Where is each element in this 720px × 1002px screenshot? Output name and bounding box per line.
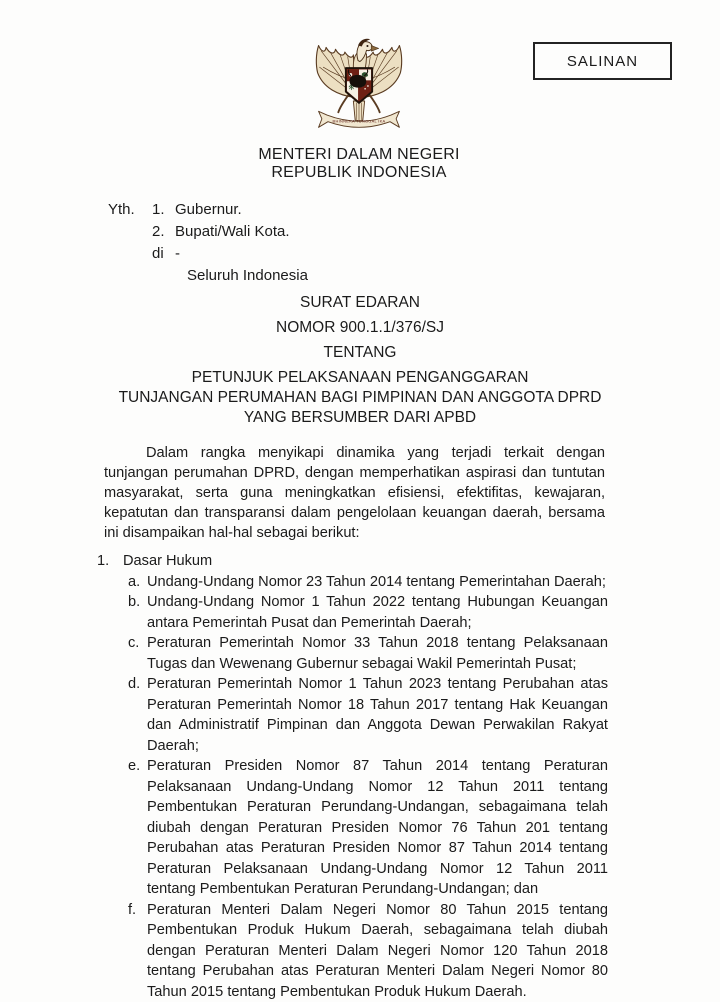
item-letter: d. <box>128 674 147 756</box>
item-text: Undang-Undang Nomor 1 Tahun 2022 tentang Hubungan Keuangan antara Pemerintah Pusat dan Pemerintah Daerah; <box>147 592 608 633</box>
doc-number: NOMOR 900.1.1/376/SJ <box>104 315 616 340</box>
item-letter: a. <box>128 572 147 593</box>
item-letter: b. <box>128 592 147 633</box>
recipients-salutation: Yth. <box>108 199 152 287</box>
item-text: Peraturan Presiden Nomor 87 Tahun 2014 tentang Peraturan Pelaksanaan Undang-Undang Nomor 12 Tahun 2011 tentang Pembentukan Peraturan Perundang-Undangan, sebagaimana telah diubah dengan Peraturan Presiden Nomor 76 Tahun 201 tentang Perubahan atas Peraturan Presiden Nomor 87 Tahun 2014 tentang Peraturan Pelaksanaan Undang-Undang Nomor 12 Tahun 2011 tentang Pembentukan Peraturan Perundang-Undangan; dan <box>147 756 608 900</box>
item-text: Peraturan Pemerintah Nomor 1 Tahun 2023 tentang Perubahan atas Peraturan Pemerintah Nomor 18 Tahun 2017 tentang Hak Keuangan dan Administratif Pimpinan dan Anggota Dewan Perwakilan Rakyat Daerah; <box>147 674 608 756</box>
recipients-block <box>108 199 308 287</box>
salinan-stamp <box>533 42 672 80</box>
recipient-item <box>152 199 308 221</box>
doc-regarding: TENTANG <box>104 340 616 365</box>
recipient-name: Bupati/Wali Kota. <box>175 221 290 243</box>
letterhead <box>104 146 614 181</box>
section-heading: Dasar Hukum <box>123 551 608 572</box>
item-letter: e. <box>128 756 147 900</box>
legal-basis-item <box>123 633 608 674</box>
recipient-number: 1. <box>152 199 175 221</box>
legal-basis-section <box>97 551 608 1002</box>
opening-paragraph: Dalam rangka menyikapi dinamika yang terjadi terkait dengan tunjangan perumahan DPRD, dengan memperhatikan aspirasi dan tuntutan masyarakat, serta guna meningkatkan efisiensi, efektifitas, kewajaran, kepatutan dan transparansi dalam pengelolaan keuangan daerah, bersama ini disampaikan hal-hal sebagai berikut: <box>104 443 605 543</box>
garuda-pancasila-icon <box>312 36 406 135</box>
recipient-at-label: di <box>152 243 175 265</box>
doc-type-title: SURAT EDARAN <box>104 290 616 315</box>
recipient-at-row <box>152 243 308 265</box>
doc-subject-line: YANG BERSUMBER DARI APBD <box>104 408 616 428</box>
legal-basis-item <box>123 756 608 900</box>
letterhead-ministry: MENTERI DALAM NEGERI <box>104 146 614 164</box>
item-text: Peraturan Menteri Dalam Negeri Nomor 80 Tahun 2015 tentang Pembentukan Produk Hukum Daerah, sebagaimana telah diubah dengan Peraturan Menteri Dalam Negeri Nomor 120 Tahun 2018 tentang Perubahan atas Peraturan Menteri Dalam Negeri Nomor 80 Tahun 2015 tentang Pembentukan Produk Hukum Daerah. <box>147 900 608 1002</box>
item-letter: f. <box>128 900 147 1002</box>
recipient-location: Seluruh Indonesia <box>152 265 308 287</box>
legal-basis-item <box>123 674 608 756</box>
item-text: Peraturan Pemerintah Nomor 33 Tahun 2018 tentang Pelaksanaan Tugas dan Wewenang Gubernur sebagai Wakil Pemerintah Pusat; <box>147 633 608 674</box>
legal-basis-item <box>123 900 608 1002</box>
salinan-stamp-label: SALINAN <box>567 53 638 70</box>
legal-basis-item <box>123 592 608 633</box>
section-number: 1. <box>97 551 123 1002</box>
recipient-name: Gubernur. <box>175 199 242 221</box>
title-block <box>104 290 616 428</box>
doc-subject-line: PETUNJUK PELAKSANAAN PENGANGGARAN <box>104 368 616 388</box>
item-letter: c. <box>128 633 147 674</box>
doc-subject-line: TUNJANGAN PERUMAHAN BAGI PIMPINAN DAN ANGGOTA DPRD <box>104 388 616 408</box>
svg-text:BHINNEKA TUNGGAL IKA: BHINNEKA TUNGGAL IKA <box>333 119 386 124</box>
recipient-number: 2. <box>152 221 175 243</box>
letterhead-country: REPUBLIK INDONESIA <box>104 164 614 182</box>
recipient-at-dash: - <box>175 243 180 265</box>
recipient-item <box>152 221 308 243</box>
legal-basis-item <box>123 572 608 593</box>
item-text: Undang-Undang Nomor 23 Tahun 2014 tentang Pemerintahan Daerah; <box>147 572 608 593</box>
